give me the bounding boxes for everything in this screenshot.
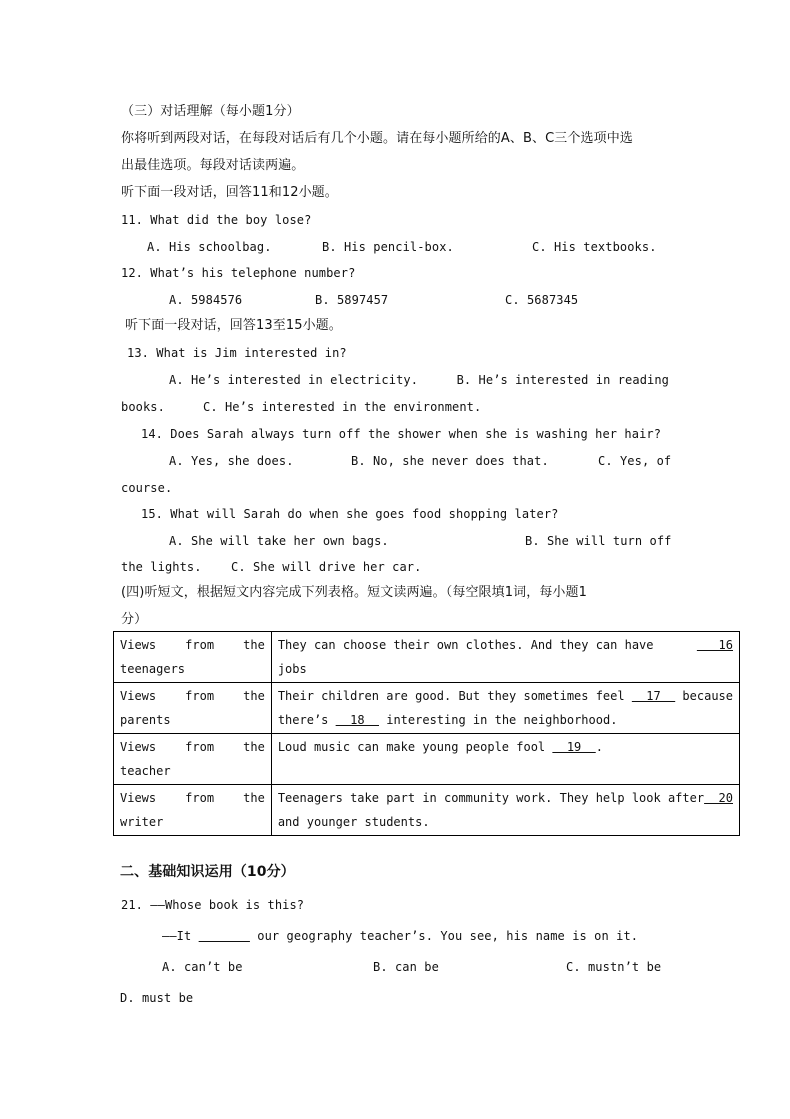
label-word: the [243, 740, 265, 754]
label-word: Views [120, 689, 157, 703]
table-row [114, 785, 740, 836]
row-content-teenagers [271, 632, 739, 683]
blank-20: 20 [704, 791, 733, 805]
label-word: writer [120, 815, 164, 829]
label-word: the [243, 791, 265, 805]
label-word: teacher [120, 764, 171, 778]
q11-option-b: B. His pencil-box. [322, 240, 454, 254]
q12-option-a: A. 5984576 [169, 293, 243, 307]
section3-title: （三）对话理解（每小题1分） [121, 104, 300, 119]
blank-17: 17 [631, 689, 676, 703]
q13-option-c: C. He’s interested in the environment. [203, 400, 482, 414]
label-word: Views [120, 638, 157, 652]
q12-option-c: C. 5687345 [505, 293, 579, 307]
row-content-parents [271, 683, 739, 734]
q14-option-a: A. Yes, she does. [169, 454, 294, 468]
row-label-teacher [114, 734, 272, 785]
label-word: from [185, 740, 215, 754]
q12-stem: 12. What’s his telephone number? [121, 266, 356, 280]
blank-19: 19 [552, 740, 596, 754]
q15-option-a: A. She will take her own bags. [169, 534, 389, 548]
q21-option-b: B. can be [373, 960, 439, 974]
q15-option-b: B. She will turn off [525, 534, 672, 548]
label-word: parents [120, 713, 171, 727]
label-word: the [243, 638, 265, 652]
q14-option-c-text: C. Yes, of [598, 454, 672, 468]
q11-option-c: C. His textbooks. [532, 240, 657, 254]
q21-stem: 21. ——Whose book is this? [121, 898, 305, 912]
section3-instruction-2: 出最佳选项。每段对话读两遍。 [121, 158, 305, 173]
q13-stem: 13. What is Jim interested in? [127, 346, 347, 360]
q13-options-line [169, 373, 669, 387]
dialogue-intro-1: 听下面一段对话，回答11和12小题。 [121, 185, 338, 200]
q15-option-b-cont: the lights. [121, 560, 202, 574]
blank-18: 18 [335, 713, 379, 727]
content-text: because [675, 689, 733, 703]
label-word: from [185, 689, 215, 703]
q14-option-c-cont: course. [121, 481, 173, 495]
part2-title: 二、基础知识运用（10分） [120, 864, 295, 880]
content-text: They can choose their own clothes. And they can have [277, 638, 654, 652]
label-word: from [185, 638, 215, 652]
label-word: Views [120, 791, 157, 805]
views-table [113, 631, 740, 836]
dialogue-intro-2: 听下面一段对话，回答13至15小题。 [125, 318, 342, 333]
q11-stem: 11. What did the boy lose? [121, 213, 312, 227]
q13-option-b-cont: books. [121, 400, 165, 414]
row-label-parents [114, 683, 272, 734]
q21-text: ——It [162, 929, 192, 943]
q21-text: our geography teacher’s. You see, his name is on it. [249, 929, 639, 943]
blank-16: 16 [696, 638, 733, 652]
label-word: Views [120, 740, 157, 754]
q15-option-c: C. She will drive her car. [231, 560, 422, 574]
content-text: . [595, 740, 603, 754]
q14-stem: 14. Does Sarah always turn off the shower when she is washing her hair? [141, 427, 662, 441]
content-text: interesting in the neighborhood. [379, 713, 618, 727]
q15-stem: 15. What will Sarah do when she goes food shopping later? [141, 507, 559, 521]
table-row [114, 632, 740, 683]
content-text: Teenagers take part in community work. They help look after [277, 791, 705, 805]
q21-option-a: A. can’t be [162, 960, 243, 974]
q21-option-c: C. mustn’t be [566, 960, 662, 974]
row-content-writer [271, 785, 739, 836]
content-text: Loud music can make young people fool [277, 740, 546, 754]
q12-option-b: B. 5897457 [315, 293, 389, 307]
q13-option-b: B. He’s interested in reading [456, 373, 669, 387]
row-label-writer [114, 785, 272, 836]
section3-instruction-1: 你将听到两段对话，在每段对话后有几个小题。请在每小题所给的A、B、C三个选项中选 [121, 131, 633, 146]
q13-option-a: A. He’s interested in electricity. [169, 373, 419, 387]
section4-title-2: 分） [121, 612, 148, 627]
label-word: the [243, 689, 265, 703]
label-word: teenagers [120, 662, 186, 676]
table-row [114, 683, 740, 734]
q14-option-b: B. No, she never does that. [351, 454, 549, 468]
q21-blank [199, 929, 250, 943]
q21-option-d: D. must be [120, 991, 194, 1005]
row-label-teenagers [114, 632, 272, 683]
section4-title-1: (四)听短文，根据短文内容完成下列表格。短文读两遍。（每空限填1词，每小题1 [121, 585, 587, 600]
label-word: from [185, 791, 215, 805]
content-text: there’s [277, 713, 329, 727]
content-text: Their children are good. But they sometimes feel [277, 689, 625, 703]
row-content-teacher [271, 734, 739, 785]
content-text: jobs [277, 662, 307, 676]
content-text: and younger students. [277, 815, 430, 829]
q11-option-a: A. His schoolbag. [147, 240, 272, 254]
q14-option-c [598, 454, 672, 468]
table-row [114, 734, 740, 785]
q21-line2 [162, 929, 638, 943]
